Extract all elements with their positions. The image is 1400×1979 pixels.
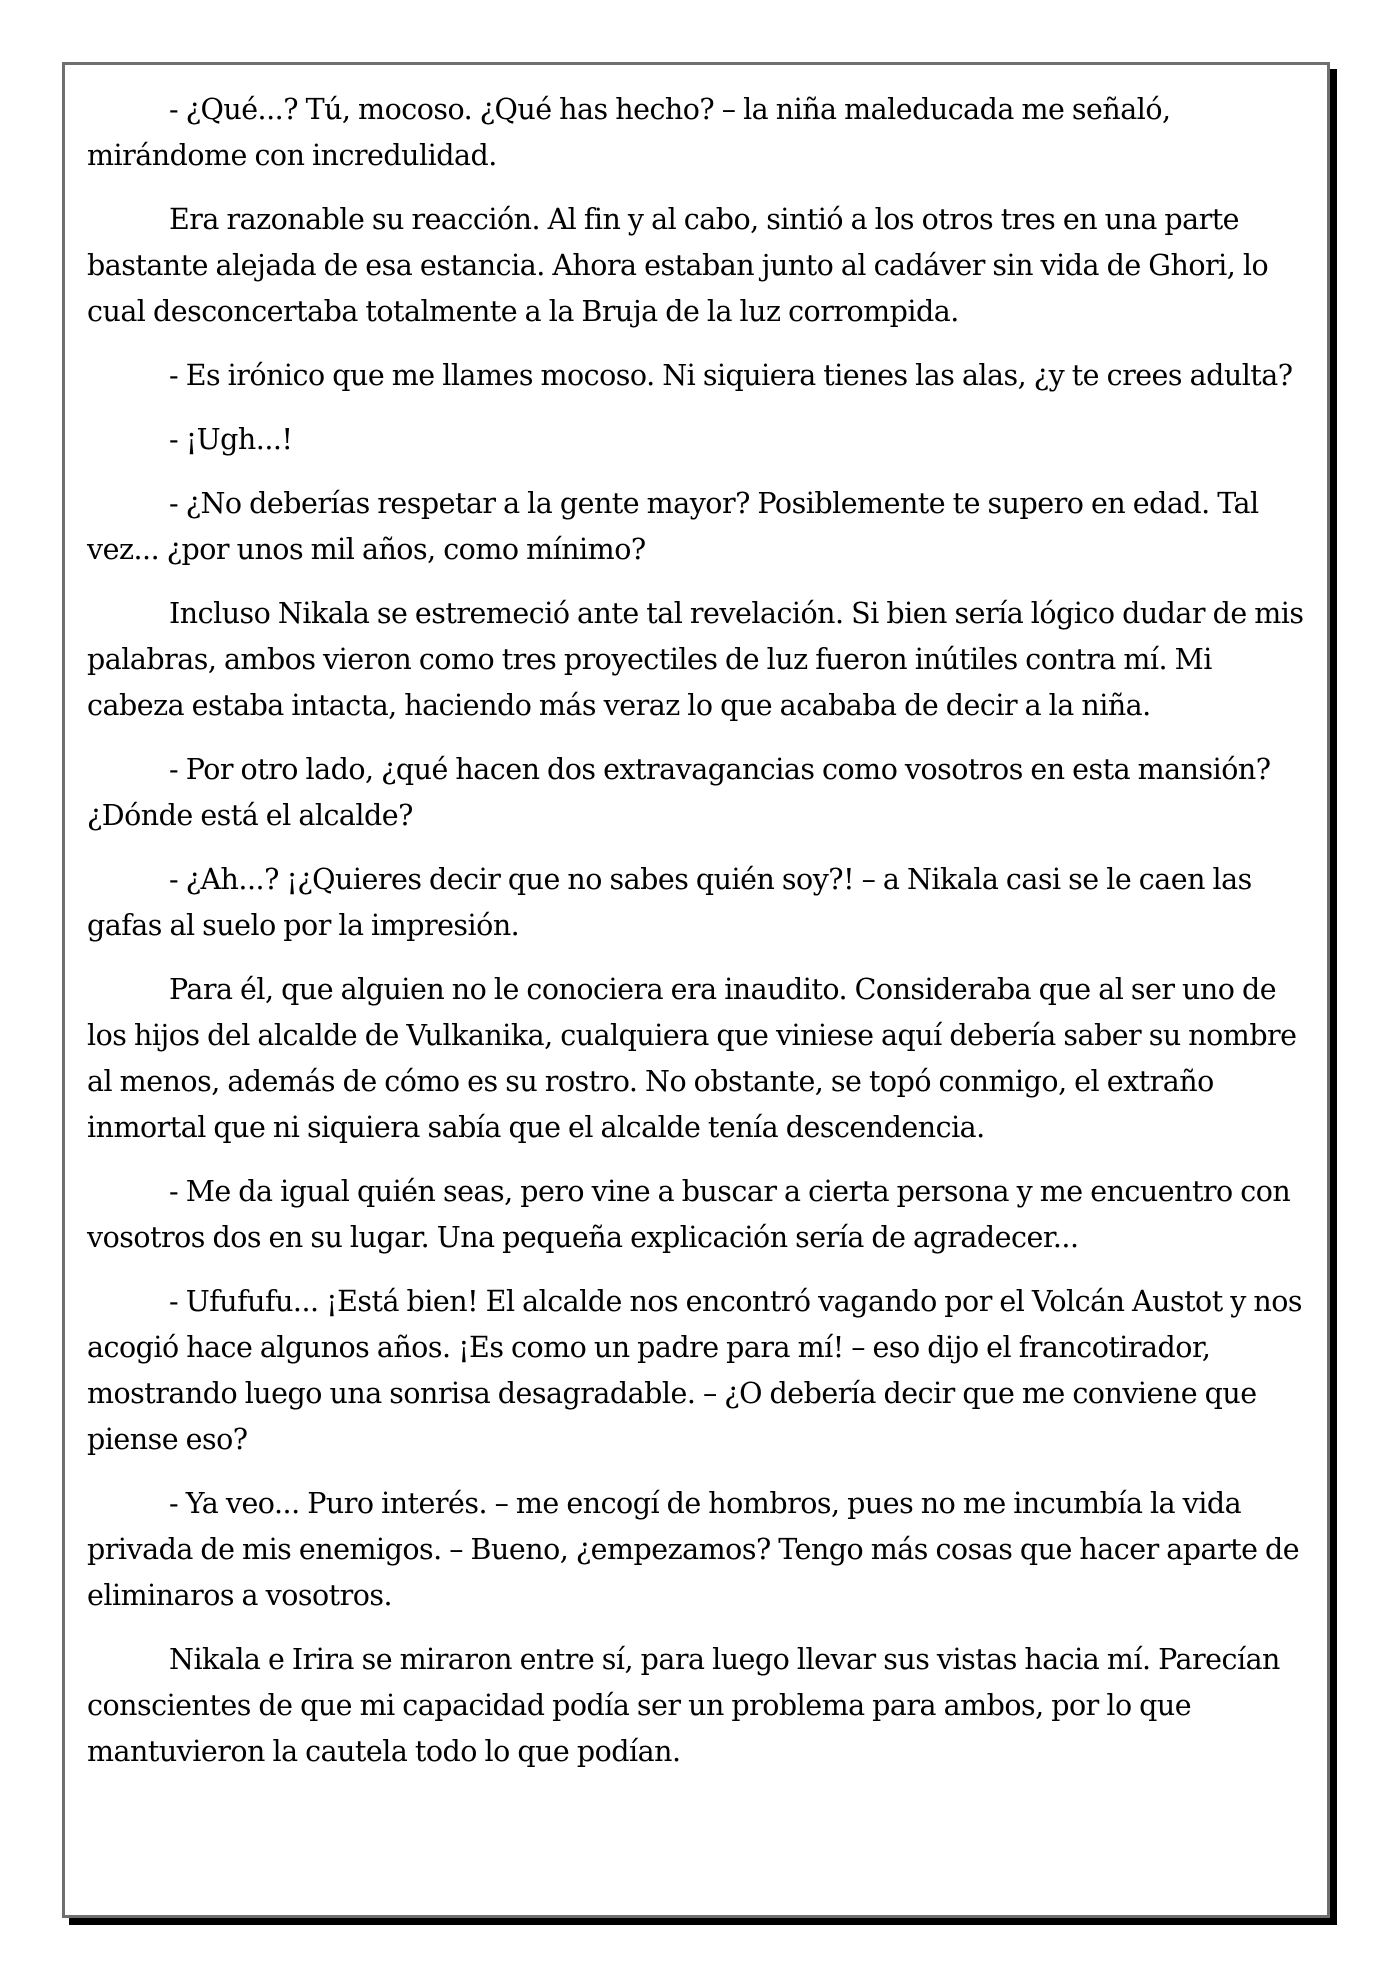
paragraph: Para él, que alguien no le conociera era inaudito. Consideraba que al ser uno de los hijos del alcalde de Vulkanika, cualquiera que viniese aquí debería saber su nombre al menos, además de cómo es su rostro. No obstante, se topó conmigo, el extraño inmortal que ni siquiera sabía que el alcalde tenía descendencia. bbox=[87, 973, 1297, 1144]
paragraph: Era razonable su reacción. Al fin y al cabo, sintió a los otros tres en una parte bastante alejada de esa estancia. Ahora estaban junto al cadáver sin vida de Ghori, lo cual desconcertaba totalmente a la Bruja de la luz corrompida. bbox=[87, 203, 1269, 328]
page-frame bbox=[62, 62, 1330, 1918]
paragraph: Nikala e Irira se miraron entre sí, para luego llevar sus vistas hacia mí. Parecían conscientes de que mi capacidad podía ser un problema para ambos, por lo que mantuvieron la cautela todo lo que podían. bbox=[87, 1643, 1280, 1768]
paragraph: - ¿Qué...? Tú, mocoso. ¿Qué has hecho? – la niña maleducada me señaló, mirándome con incredulidad. bbox=[87, 93, 1171, 172]
paragraph: - ¿No deberías respetar a la gente mayor? Posiblemente te supero en edad. Tal vez... ¿por unos mil años, como mínimo? bbox=[87, 487, 1259, 566]
paragraph: Incluso Nikala se estremeció ante tal revelación. Si bien sería lógico dudar de mis palabras, ambos vieron como tres proyectiles de luz fueron inútiles contra mí. Mi cabeza estaba intacta, haciendo más veraz lo que acababa de decir a la niña. bbox=[87, 597, 1304, 722]
text-body bbox=[87, 87, 1305, 1793]
paragraph: - Ya veo... Puro interés. – me encogí de hombros, pues no me incumbía la vida privada de mis enemigos. – Bueno, ¿empezamos? Tengo más cosas que hacer aparte de eliminaros a vosotros. bbox=[87, 1487, 1300, 1612]
paragraph: - Ufufufu... ¡Está bien! El alcalde nos encontró vagando por el Volcán Austot y nos acogió hace algunos años. ¡Es como un padre para mí! – eso dijo el francotirador, mostrando luego una sonrisa desagradable. – ¿O debería decir que me conviene que piense eso? bbox=[87, 1285, 1303, 1456]
paragraph: - Es irónico que me llames mocoso. Ni siquiera tienes las alas, ¿y te crees adulta? bbox=[169, 359, 1293, 392]
paragraph: - ¿Ah...? ¡¿Quieres decir que no sabes quién soy?! – a Nikala casi se le caen las gafas al suelo por la impresión. bbox=[87, 863, 1252, 942]
paragraph: - Me da igual quién seas, pero vine a buscar a cierta persona y me encuentro con vosotros dos en su lugar. Una pequeña explicación sería de agradecer... bbox=[87, 1175, 1291, 1254]
paragraph: - ¡Ugh...! bbox=[169, 423, 293, 456]
paragraph: - Por otro lado, ¿qué hacen dos extravagancias como vosotros en esta mansión? ¿Dónde está el alcalde? bbox=[87, 753, 1271, 832]
